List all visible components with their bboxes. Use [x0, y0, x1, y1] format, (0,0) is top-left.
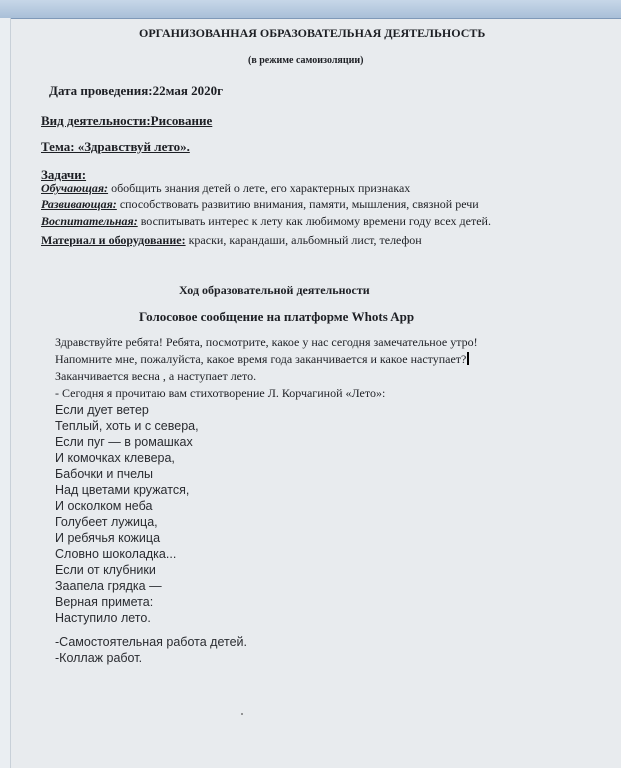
- body-line-text: Напомните мне, пожалуйста, какое время года заканчивается и какое наступает?: [55, 352, 467, 366]
- poem-line: Бабочки и пчелы: [55, 467, 153, 481]
- task-text: обобщить знания детей о лете, его характерных признаках: [108, 181, 411, 195]
- poem-line: И комочках клевера,: [55, 451, 175, 465]
- course-subheading: Голосовое сообщение на платформе Whots App: [139, 309, 415, 324]
- tasks-heading: Задачи:: [41, 167, 87, 182]
- text-cursor: [467, 352, 469, 365]
- task-text: способствовать развитию внимания, памяти, мышления, связной речи: [116, 197, 479, 211]
- document-subtitle: (в режиме самоизоляции): [248, 55, 364, 66]
- task-label: Обучающая:: [41, 181, 109, 195]
- poem-line: Над цветами кружатся,: [55, 483, 190, 497]
- task-text: воспитывать интерес к лету как любимому времени году всех детей.: [137, 214, 491, 228]
- task-line: [41, 181, 410, 196]
- task-line: [41, 197, 479, 212]
- body-line: Здравствуйте ребята! Ребята, посмотрите, какое у нас сегодня замечательное утро!: [55, 335, 478, 349]
- poem-line: Словно шоколадка...: [55, 547, 177, 561]
- course-heading: Ход образовательной деятельности: [179, 283, 370, 297]
- poem-line: Наступило лето.: [55, 611, 151, 625]
- document-page[interactable]: [11, 19, 621, 768]
- task-label: Развивающая:: [41, 197, 117, 211]
- document-title: ОРГАНИЗОВАННАЯ ОБРАЗОВАТЕЛЬНАЯ ДЕЯТЕЛЬНОСТЬ: [139, 26, 486, 40]
- body-line: Заканчивается весна , а наступает лето.: [55, 369, 257, 383]
- task-line: [41, 214, 491, 229]
- window-top-bar: [0, 0, 621, 19]
- date-line: Дата проведения:22мая 2020г: [49, 83, 224, 98]
- poem-line: И ребячья кожица: [55, 531, 161, 545]
- task-label: Воспитательная:: [41, 214, 138, 228]
- body-line: [55, 352, 469, 367]
- closing-line: -Коллаж работ.: [55, 651, 143, 665]
- poem-line: Если дует ветер: [55, 403, 149, 417]
- materials-label: Материал и оборудование:: [41, 233, 186, 247]
- poem-line: Если пуг — в ромашках: [55, 435, 193, 449]
- poem-line: Заапела грядка —: [55, 579, 162, 593]
- speck: [241, 713, 243, 715]
- activity-value: Рисование: [150, 113, 213, 128]
- poem-line: Если от клубники: [55, 563, 156, 577]
- materials-line: [41, 233, 422, 248]
- closing-line: -Самостоятельная работа детей.: [55, 635, 247, 649]
- activity-line: [41, 113, 212, 129]
- body-line: - Сегодня я прочитаю вам стихотворение Л. Корчагиной «Лето»:: [55, 386, 386, 400]
- theme-line: Тема: «Здравствуй лето».: [41, 139, 190, 154]
- poem-line: Верная примета:: [55, 595, 154, 609]
- editor-left-margin: [0, 18, 11, 768]
- poem-line: И осколком неба: [55, 499, 153, 513]
- activity-label: Вид деятельности:: [41, 113, 151, 128]
- poem-line: Голубеет лужица,: [55, 515, 158, 529]
- poem-line: Теплый, хоть и с севера,: [55, 419, 199, 433]
- materials-text: краски, карандаши, альбомный лист, телефон: [185, 233, 422, 247]
